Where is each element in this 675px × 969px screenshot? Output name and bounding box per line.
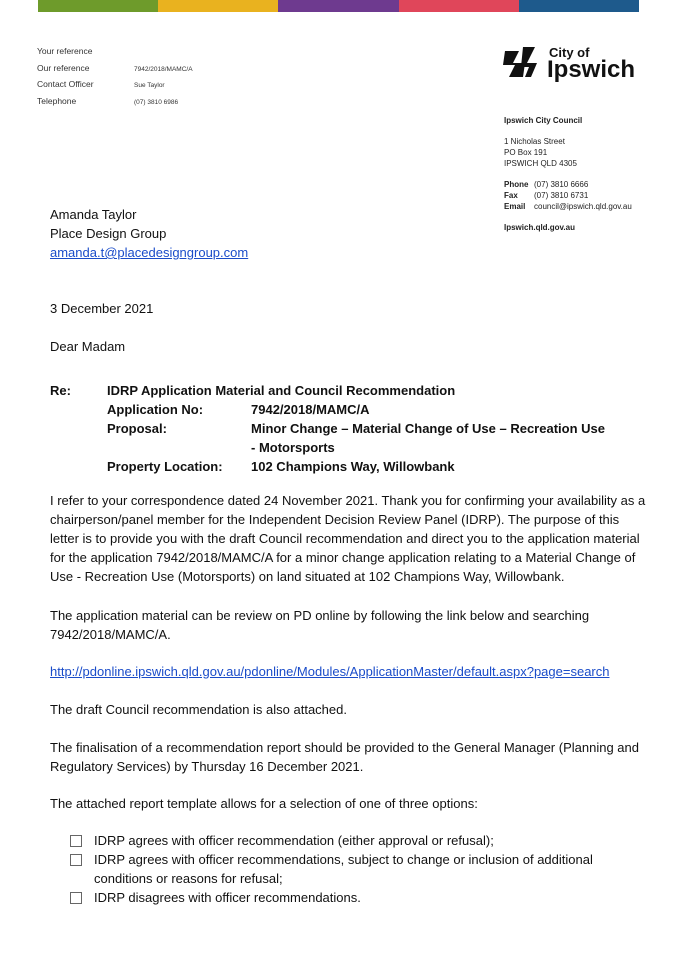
- property-location-value: 102 Champions Way, Willowbank: [251, 459, 455, 474]
- list-item: [70, 888, 630, 907]
- option-text: IDRP agrees with officer recommendation (either approval or refusal);: [94, 833, 494, 848]
- list-item: [70, 831, 630, 850]
- body-paragraph-2: The application material can be review on PD online by following the link below and searching 7942/2018/MAMC/A.: [50, 608, 590, 642]
- letter-date: 3 December 2021: [50, 301, 154, 316]
- recipient-company: Place Design Group: [50, 226, 167, 241]
- council-address-line: IPSWICH QLD 4305: [504, 159, 577, 168]
- council-email: Email council@ipswich.qld.gov.au: [504, 202, 632, 211]
- council-fax: Fax (07) 3810 6731: [504, 191, 589, 200]
- color-segment-purple: [278, 0, 398, 12]
- checkbox-square-icon: [70, 835, 82, 847]
- council-phone: Phone (07) 3810 6666: [504, 180, 589, 189]
- logo-mark-icon: [503, 43, 643, 83]
- council-address-line: 1 Nicholas Street: [504, 137, 565, 146]
- color-segment-blue: [519, 0, 639, 12]
- logo-ipswich: Ipswich: [547, 56, 636, 83]
- re-label: Re:: [50, 383, 71, 398]
- body-paragraph-3: The draft Council recommendation is also attached.: [50, 702, 347, 717]
- options-list: [70, 831, 630, 907]
- re-subject: IDRP Application Material and Council Recommendation: [107, 383, 456, 398]
- proposal-value: Minor Change – Material Change of Use – Recreation Use - Motorsports: [251, 421, 605, 455]
- body-paragraph-1: I refer to your correspondence dated 24 November 2021. Thank you for confirming your availability as a chairperson/panel member for the Independent Decision Review Panel (IDRP). The purpose of this letter is to provide you with the draft Council recommendation and direct you to the application material for the application 7942/2018/MAMC/A for a minor change application relating to a Material Change of Use - Recreation Use (Motorsports) on land situated at 102 Champions Way, Willowbank.: [50, 493, 646, 584]
- recipient-email-link[interactable]: amanda.t@placedesigngroup.com: [50, 245, 249, 260]
- council-name: Ipswich City Council: [504, 116, 583, 125]
- salutation: Dear Madam: [50, 339, 126, 354]
- your-reference-row: Your reference: [37, 46, 93, 56]
- body-paragraph-4: The finalisation of a recommendation report should be provided to the General Manager (Planning and Regulatory Services) by Thursday 16 December 2021.: [50, 740, 639, 774]
- city-of-ipswich-logo: [503, 43, 643, 83]
- checkbox-square-icon: [70, 892, 82, 904]
- property-location-label: Property Location:: [107, 459, 223, 474]
- pdonline-link[interactable]: http://pdonline.ipswich.qld.gov.au/pdonline/Modules/ApplicationMaster/default.aspx?page=search: [50, 664, 610, 679]
- telephone-row: Telephone (07) 3810 6986: [37, 95, 179, 106]
- reference-block: [37, 44, 193, 110]
- application-no-value: 7942/2018/MAMC/A: [251, 402, 370, 417]
- body-paragraph-5: The attached report template allows for a selection of one of three options:: [50, 796, 478, 811]
- option-text: IDRP disagrees with officer recommendations.: [94, 890, 361, 905]
- council-contact-block: [504, 115, 632, 233]
- council-website: Ipswich.qld.gov.au: [504, 223, 575, 232]
- council-address-line: PO Box 191: [504, 148, 548, 157]
- logo-city-of: City of: [549, 45, 590, 60]
- color-segment-green: [38, 0, 158, 12]
- our-reference-row: Our reference 7942/2018/MAMC/A: [37, 62, 193, 73]
- application-no-label: Application No:: [107, 402, 204, 417]
- list-item: [70, 850, 630, 888]
- recipient-address: [50, 205, 248, 262]
- header-color-bar: [38, 0, 639, 12]
- contact-officer-row: Contact Officer Sue Taylor: [37, 79, 165, 89]
- proposal-label: Proposal:: [107, 421, 167, 436]
- option-text: IDRP agrees with officer recommendations, subject to change or inclusion of additional conditions or reasons for refusal;: [94, 852, 593, 886]
- color-segment-red: [399, 0, 519, 12]
- recipient-name: Amanda Taylor: [50, 207, 137, 222]
- color-segment-yellow: [158, 0, 278, 12]
- checkbox-square-icon: [70, 854, 82, 866]
